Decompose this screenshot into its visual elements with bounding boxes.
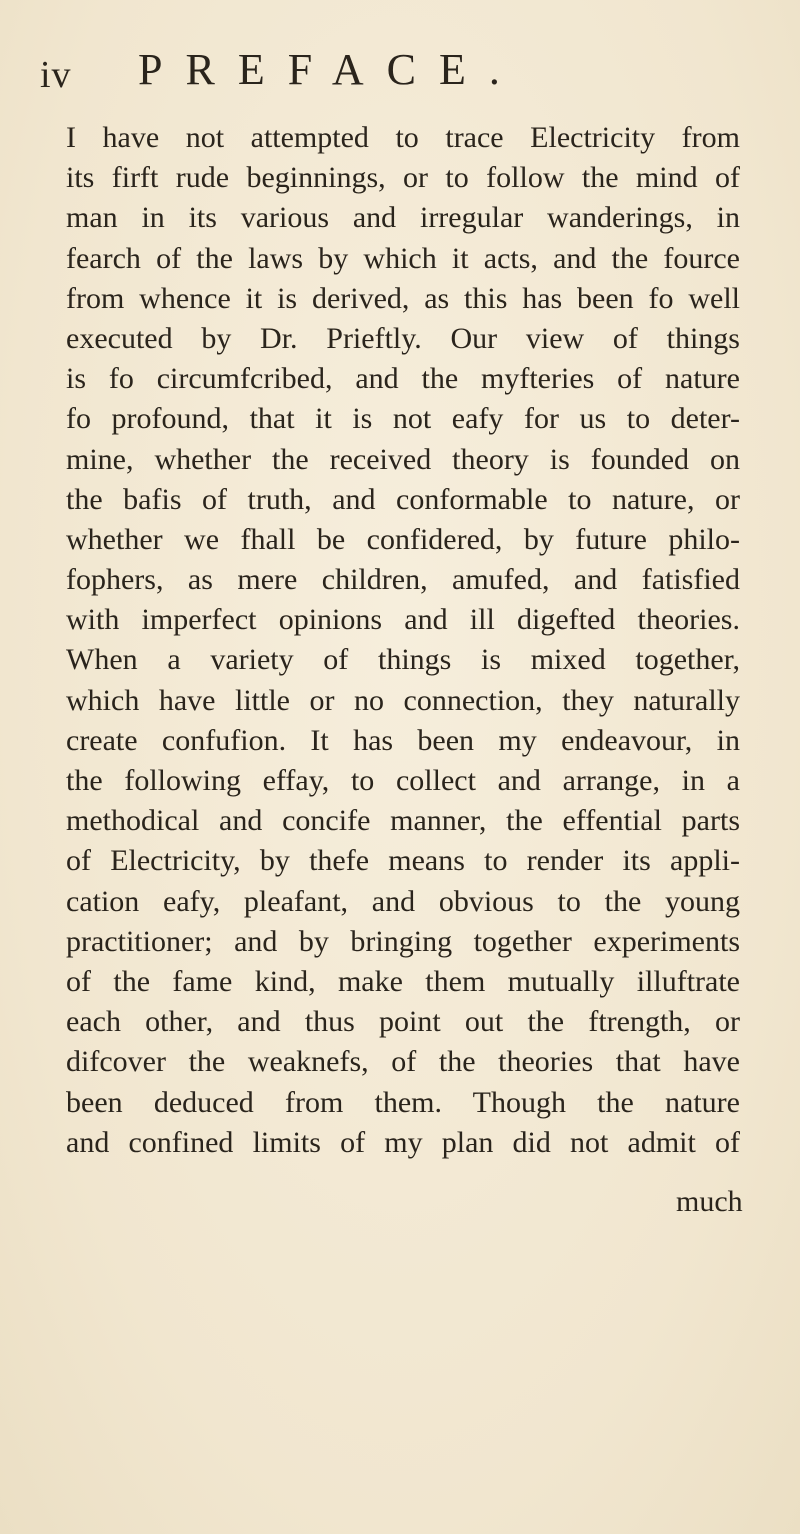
text-line: I have not attempted to trace Electricity from xyxy=(66,121,740,154)
text-line: the following effay, to collect and arrange, in a xyxy=(66,764,740,797)
text-line: fophers, as mere children, amufed, and fatisfied xyxy=(66,563,740,597)
text-line: practitioner; and by bringing together experiments xyxy=(66,924,740,958)
text-line: fearch of the laws by which it acts, and the fource xyxy=(66,241,740,275)
preface-paragraph xyxy=(66,118,740,1163)
text-line: methodical and concife manner, the effential parts xyxy=(66,804,740,838)
text-line: from whence it is derived, as this has been fo well xyxy=(66,281,740,315)
text-line: been deduced from them. Though the nature xyxy=(66,1085,740,1119)
text-line: cation eafy, pleafant, and obvious to the young xyxy=(66,884,740,918)
page-header xyxy=(40,42,760,102)
text-line: the bafis of truth, and conformable to nature, or xyxy=(66,482,740,516)
text-line: and confined limits of my plan did not admit of xyxy=(66,1125,740,1159)
text-line: executed by Dr. Prieftly. Our view of things xyxy=(66,321,740,355)
catchword: much xyxy=(676,1185,743,1218)
text-line: of Electricity, by thefe means to render its appli- xyxy=(66,844,740,878)
running-head: PREFACE. xyxy=(138,45,523,94)
text-line: is fo circumfcribed, and the myfteries of nature xyxy=(66,362,740,396)
text-line: each other, and thus point out the ftrength, or xyxy=(66,1005,740,1039)
text-line: man in its various and irregular wanderings, in xyxy=(66,201,740,235)
text-line: with imperfect opinions and ill digefted theories. xyxy=(66,603,740,637)
text-line: create confufion. It has been my endeavour, in xyxy=(66,723,740,757)
text-line: its firft rude beginnings, or to follow the mind of xyxy=(66,161,740,195)
text-line: mine, whether the received theory is founded on xyxy=(66,442,740,476)
page-number: iv xyxy=(40,54,72,96)
text-line: fo profound, that it is not eafy for us to deter- xyxy=(66,402,740,436)
text-line: whether we fhall be confidered, by future philo- xyxy=(66,522,740,556)
text-line: When a variety of things is mixed together, xyxy=(66,643,740,677)
text-line: difcover the weaknefs, of the theories that have xyxy=(66,1045,740,1079)
text-line: of the fame kind, make them mutually illuftrate xyxy=(66,964,740,998)
text-line: which have little or no connection, they naturally xyxy=(66,683,740,717)
